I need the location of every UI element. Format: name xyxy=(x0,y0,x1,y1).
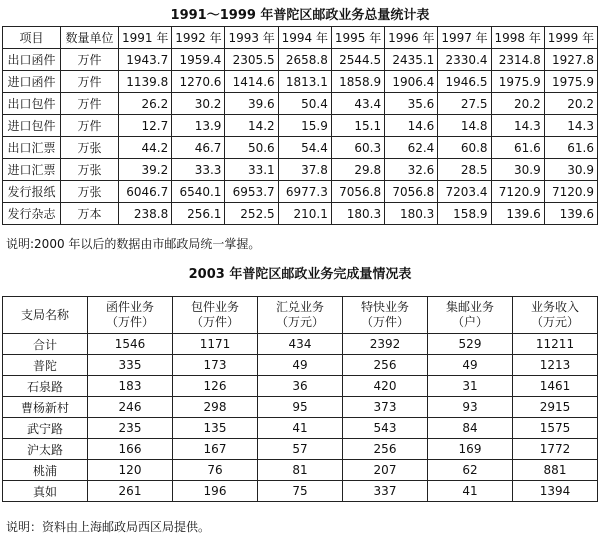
value-cell: 543 xyxy=(343,418,428,439)
value-cell: 6046.7 xyxy=(119,181,172,203)
table-row xyxy=(3,71,598,93)
header-line2: （万元） xyxy=(275,315,324,329)
value-cell: 30.9 xyxy=(544,159,597,181)
value-cell: 33.3 xyxy=(172,159,225,181)
value-cell: 529 xyxy=(428,334,513,355)
value-cell: 6540.1 xyxy=(172,181,225,203)
branch-name-cell: 合计 xyxy=(3,334,88,355)
value-cell: 2915 xyxy=(513,397,598,418)
value-cell: 2392 xyxy=(343,334,428,355)
value-cell: 95 xyxy=(258,397,343,418)
table1-column-header: 1991 年 xyxy=(119,27,172,49)
value-cell: 1772 xyxy=(513,439,598,460)
value-cell: 32.6 xyxy=(385,159,438,181)
value-cell: 14.2 xyxy=(225,115,278,137)
header-line1: 特快业务 xyxy=(360,300,409,314)
value-cell: 33.1 xyxy=(225,159,278,181)
value-cell: 93 xyxy=(428,397,513,418)
table-row xyxy=(3,159,598,181)
value-cell: 49 xyxy=(428,355,513,376)
table-row xyxy=(3,397,598,418)
table2-column-header xyxy=(258,297,343,334)
branch-name-cell: 武宁路 xyxy=(3,418,88,439)
value-cell: 210.1 xyxy=(278,203,331,225)
value-cell: 135 xyxy=(173,418,258,439)
value-cell: 246 xyxy=(88,397,173,418)
header-line1: 业务收入 xyxy=(530,300,579,314)
value-cell: 62 xyxy=(428,460,513,481)
value-cell: 60.8 xyxy=(438,137,491,159)
value-cell: 11211 xyxy=(513,334,598,355)
value-cell: 14.3 xyxy=(544,115,597,137)
value-cell: 84 xyxy=(428,418,513,439)
header-line2: （万件） xyxy=(105,315,154,329)
value-cell: 420 xyxy=(343,376,428,397)
value-cell: 61.6 xyxy=(491,137,544,159)
branch-name-cell: 普陀 xyxy=(3,355,88,376)
postal-totals-table xyxy=(2,26,598,225)
value-cell: 1946.5 xyxy=(438,71,491,93)
value-cell: 6953.7 xyxy=(225,181,278,203)
value-cell: 62.4 xyxy=(385,137,438,159)
value-cell: 235 xyxy=(88,418,173,439)
value-cell: 1975.9 xyxy=(491,71,544,93)
value-cell: 1414.6 xyxy=(225,71,278,93)
row-label-cell: 出口包件 xyxy=(3,93,61,115)
value-cell: 1394 xyxy=(513,481,598,502)
value-cell: 13.9 xyxy=(172,115,225,137)
branch-name-cell: 曹杨新村 xyxy=(3,397,88,418)
value-cell: 2544.5 xyxy=(331,49,384,71)
value-cell: 139.6 xyxy=(544,203,597,225)
value-cell: 2314.8 xyxy=(491,49,544,71)
value-cell: 2435.1 xyxy=(385,49,438,71)
value-cell: 373 xyxy=(343,397,428,418)
value-cell: 31 xyxy=(428,376,513,397)
value-cell: 434 xyxy=(258,334,343,355)
value-cell: 298 xyxy=(173,397,258,418)
table2-column-header xyxy=(88,297,173,334)
header-line1: 支局名称 xyxy=(20,307,69,322)
table1-column-header: 1992 年 xyxy=(172,27,225,49)
header-line1: 函件业务 xyxy=(105,300,154,314)
row-label-cell: 进口函件 xyxy=(3,71,61,93)
value-cell: 166 xyxy=(88,439,173,460)
value-cell: 1959.4 xyxy=(172,49,225,71)
row-label-cell: 出口函件 xyxy=(3,49,61,71)
value-cell: 180.3 xyxy=(385,203,438,225)
value-cell: 12.7 xyxy=(119,115,172,137)
header-line2: （万件） xyxy=(360,315,409,329)
value-cell: 20.2 xyxy=(544,93,597,115)
value-cell: 29.8 xyxy=(331,159,384,181)
unit-cell: 万张 xyxy=(61,181,119,203)
unit-cell: 万件 xyxy=(61,49,119,71)
value-cell: 50.4 xyxy=(278,93,331,115)
table-row xyxy=(3,137,598,159)
table-row xyxy=(3,481,598,502)
value-cell: 15.1 xyxy=(331,115,384,137)
value-cell: 1139.8 xyxy=(119,71,172,93)
value-cell: 1461 xyxy=(513,376,598,397)
table-row xyxy=(3,418,598,439)
value-cell: 1927.8 xyxy=(544,49,597,71)
table-row xyxy=(3,115,598,137)
table-row xyxy=(3,460,598,481)
table-row xyxy=(3,355,598,376)
header-line1: 汇兑业务 xyxy=(275,300,324,314)
row-label-cell: 出口汇票 xyxy=(3,137,61,159)
value-cell: 54.4 xyxy=(278,137,331,159)
value-cell: 28.5 xyxy=(438,159,491,181)
value-cell: 183 xyxy=(88,376,173,397)
value-cell: 881 xyxy=(513,460,598,481)
table-row xyxy=(3,203,598,225)
value-cell: 14.6 xyxy=(385,115,438,137)
header-line1: 集邮业务 xyxy=(445,300,494,314)
value-cell: 126 xyxy=(173,376,258,397)
table1-column-header: 项目 xyxy=(3,27,61,49)
header-line1: 包件业务 xyxy=(190,300,239,314)
value-cell: 30.9 xyxy=(491,159,544,181)
table2-column-header xyxy=(343,297,428,334)
value-cell: 6977.3 xyxy=(278,181,331,203)
value-cell: 41 xyxy=(428,481,513,502)
value-cell: 39.2 xyxy=(119,159,172,181)
value-cell: 61.6 xyxy=(544,137,597,159)
table2-title: 2003 年普陀区邮政业务完成量情况表 xyxy=(188,267,412,282)
value-cell: 256 xyxy=(343,355,428,376)
value-cell: 27.5 xyxy=(438,93,491,115)
value-cell: 57 xyxy=(258,439,343,460)
row-label-cell: 发行报纸 xyxy=(3,181,61,203)
value-cell: 196 xyxy=(173,481,258,502)
value-cell: 7203.4 xyxy=(438,181,491,203)
row-label-cell: 进口汇票 xyxy=(3,159,61,181)
unit-cell: 万张 xyxy=(61,137,119,159)
table1-header-row xyxy=(3,27,598,49)
table-row xyxy=(3,93,598,115)
table1-column-header: 1999 年 xyxy=(544,27,597,49)
value-cell: 167 xyxy=(173,439,258,460)
value-cell: 1858.9 xyxy=(331,71,384,93)
value-cell: 1906.4 xyxy=(385,71,438,93)
table2-column-header xyxy=(173,297,258,334)
value-cell: 35.6 xyxy=(385,93,438,115)
value-cell: 7056.8 xyxy=(331,181,384,203)
value-cell: 36 xyxy=(258,376,343,397)
value-cell: 256.1 xyxy=(172,203,225,225)
value-cell: 337 xyxy=(343,481,428,502)
header-line2: （户） xyxy=(451,315,488,329)
value-cell: 41 xyxy=(258,418,343,439)
table-row xyxy=(3,49,598,71)
value-cell: 20.2 xyxy=(491,93,544,115)
value-cell: 14.8 xyxy=(438,115,491,137)
value-cell: 26.2 xyxy=(119,93,172,115)
unit-cell: 万件 xyxy=(61,71,119,93)
value-cell: 15.9 xyxy=(278,115,331,137)
table1-column-header: 1996 年 xyxy=(385,27,438,49)
table1-column-header: 1994 年 xyxy=(278,27,331,49)
unit-cell: 万件 xyxy=(61,115,119,137)
table1-column-header: 数量单位 xyxy=(61,27,119,49)
value-cell: 173 xyxy=(173,355,258,376)
unit-cell: 万本 xyxy=(61,203,119,225)
table2-note: 说明：资料由上海邮政局西区局提供。 xyxy=(6,520,211,534)
value-cell: 7120.9 xyxy=(544,181,597,203)
value-cell: 60.3 xyxy=(331,137,384,159)
branch-name-cell: 真如 xyxy=(3,481,88,502)
row-label-cell: 进口包件 xyxy=(3,115,61,137)
value-cell: 49 xyxy=(258,355,343,376)
value-cell: 1171 xyxy=(173,334,258,355)
value-cell: 2305.5 xyxy=(225,49,278,71)
value-cell: 180.3 xyxy=(331,203,384,225)
value-cell: 139.6 xyxy=(491,203,544,225)
unit-cell: 万张 xyxy=(61,159,119,181)
header-line2: （万元） xyxy=(530,315,579,329)
value-cell: 1943.7 xyxy=(119,49,172,71)
value-cell: 1813.1 xyxy=(278,71,331,93)
value-cell: 43.4 xyxy=(331,93,384,115)
value-cell: 2658.8 xyxy=(278,49,331,71)
branch-business-table xyxy=(2,296,598,502)
table1-column-header: 1993 年 xyxy=(225,27,278,49)
table-row xyxy=(3,376,598,397)
table1-note: 说明:2000 年以后的数据由市邮政局统一掌握。 xyxy=(6,237,261,251)
value-cell: 1546 xyxy=(88,334,173,355)
table-row xyxy=(3,334,598,355)
value-cell: 81 xyxy=(258,460,343,481)
value-cell: 238.8 xyxy=(119,203,172,225)
value-cell: 7056.8 xyxy=(385,181,438,203)
value-cell: 1270.6 xyxy=(172,71,225,93)
value-cell: 1575 xyxy=(513,418,598,439)
table2-column-header xyxy=(513,297,598,334)
value-cell: 120 xyxy=(88,460,173,481)
row-label-cell: 发行杂志 xyxy=(3,203,61,225)
header-line2: （万件） xyxy=(190,315,239,329)
value-cell: 261 xyxy=(88,481,173,502)
value-cell: 46.7 xyxy=(172,137,225,159)
unit-cell: 万件 xyxy=(61,93,119,115)
table1-column-header: 1995 年 xyxy=(331,27,384,49)
value-cell: 44.2 xyxy=(119,137,172,159)
table-row xyxy=(3,181,598,203)
table2-column-header xyxy=(3,297,88,334)
value-cell: 30.2 xyxy=(172,93,225,115)
value-cell: 1975.9 xyxy=(544,71,597,93)
branch-name-cell: 沪太路 xyxy=(3,439,88,460)
value-cell: 1213 xyxy=(513,355,598,376)
table1-column-header: 1998 年 xyxy=(491,27,544,49)
table-row xyxy=(3,439,598,460)
value-cell: 76 xyxy=(173,460,258,481)
value-cell: 14.3 xyxy=(491,115,544,137)
value-cell: 256 xyxy=(343,439,428,460)
value-cell: 335 xyxy=(88,355,173,376)
table1-column-header: 1997 年 xyxy=(438,27,491,49)
branch-name-cell: 石泉路 xyxy=(3,376,88,397)
table1-title: 1991～1999 年普陀区邮政业务总量统计表 xyxy=(170,8,430,23)
value-cell: 50.6 xyxy=(225,137,278,159)
value-cell: 2330.4 xyxy=(438,49,491,71)
value-cell: 207 xyxy=(343,460,428,481)
table2-column-header xyxy=(428,297,513,334)
value-cell: 7120.9 xyxy=(491,181,544,203)
value-cell: 169 xyxy=(428,439,513,460)
value-cell: 158.9 xyxy=(438,203,491,225)
value-cell: 37.8 xyxy=(278,159,331,181)
value-cell: 75 xyxy=(258,481,343,502)
branch-name-cell: 桃浦 xyxy=(3,460,88,481)
value-cell: 39.6 xyxy=(225,93,278,115)
table2-header-row xyxy=(3,297,598,334)
value-cell: 252.5 xyxy=(225,203,278,225)
